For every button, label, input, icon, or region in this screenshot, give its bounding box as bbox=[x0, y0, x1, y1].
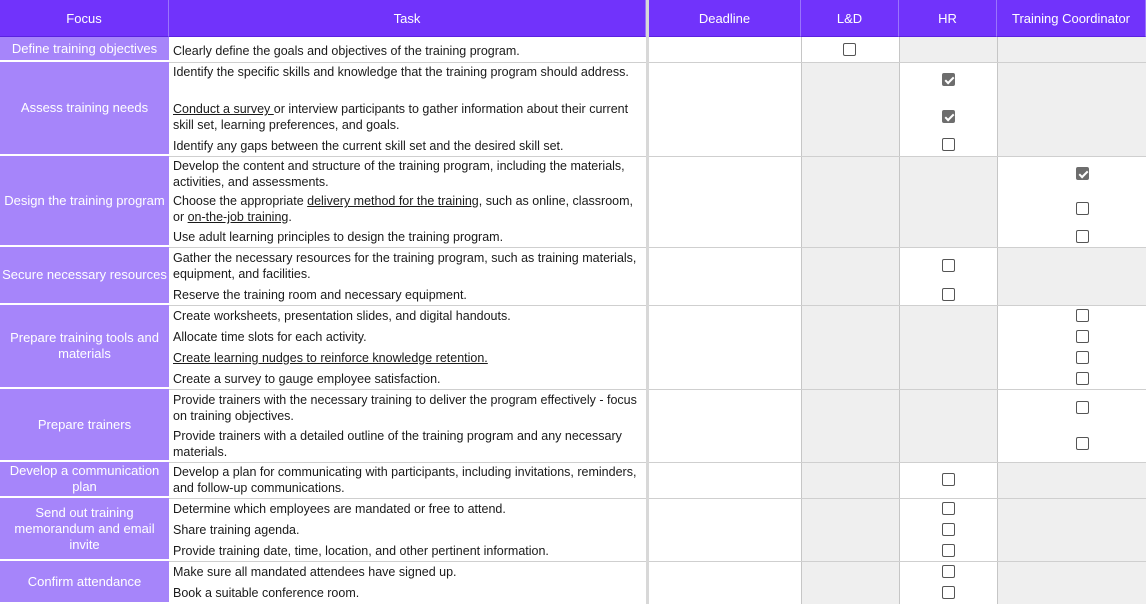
task-text-part: Allocate time slots for each activity. bbox=[173, 330, 367, 344]
task-text bbox=[173, 371, 643, 387]
checkbox-unchecked[interactable] bbox=[942, 586, 955, 599]
task-text-part: Clearly define the goals and objectives of the training program. bbox=[173, 44, 520, 58]
task-text bbox=[173, 350, 643, 366]
checkbox-unchecked[interactable] bbox=[942, 544, 955, 557]
focus-cell: Confirm attendance bbox=[0, 561, 169, 604]
task-text-part: Book a suitable conference room. bbox=[173, 586, 360, 600]
task-link[interactable]: on-the-job training bbox=[187, 210, 289, 224]
task-text bbox=[173, 43, 643, 59]
checkbox-checked[interactable] bbox=[1076, 167, 1089, 180]
task-text bbox=[173, 101, 643, 133]
focus-cell: Assess training needs bbox=[0, 62, 169, 156]
task-text bbox=[173, 564, 643, 580]
task-text-part: Develop a plan for communicating with participants, including invitations, reminders, and follow-up communications. bbox=[173, 465, 637, 495]
task-text bbox=[173, 501, 643, 517]
unassigned-cell bbox=[997, 462, 1146, 498]
unassigned-cell bbox=[801, 462, 899, 498]
task-text bbox=[173, 158, 643, 190]
group-separator bbox=[169, 156, 1146, 157]
checkbox-unchecked[interactable] bbox=[1076, 330, 1089, 343]
unassigned-cell bbox=[899, 37, 997, 62]
checkbox-unchecked[interactable] bbox=[942, 502, 955, 515]
focus-cell: Send out training memorandum and email invite bbox=[0, 498, 169, 561]
task-text-part: Identify any gaps between the current skill set and the desired skill set. bbox=[173, 139, 564, 153]
task-text-part: Provide trainers with a detailed outline of the training program and any necessary materials. bbox=[173, 429, 622, 459]
task-text-part: Gather the necessary resources for the training program, such as training materials, equipment, and facilities. bbox=[173, 251, 637, 281]
task-text bbox=[173, 287, 643, 303]
task-text bbox=[173, 585, 643, 601]
checkbox-unchecked[interactable] bbox=[942, 523, 955, 536]
header-hr: HR bbox=[899, 0, 997, 37]
checkbox-unchecked[interactable] bbox=[942, 259, 955, 272]
task-link[interactable]: Create learning nudges to reinforce knowledge retention. bbox=[173, 351, 488, 365]
unassigned-cell bbox=[997, 62, 1146, 156]
task-text-part: Use adult learning principles to design the training program. bbox=[173, 230, 504, 244]
task-text bbox=[173, 543, 643, 559]
focus-cell: Define training objectives bbox=[0, 37, 169, 62]
task-link[interactable]: delivery method for the training bbox=[307, 194, 479, 208]
unassigned-cell bbox=[899, 389, 997, 462]
header-coordinator: Training Coordinator bbox=[997, 0, 1146, 37]
checkbox-unchecked[interactable] bbox=[843, 43, 856, 56]
group-separator bbox=[169, 389, 1146, 390]
task-text-part: Make sure all mandated attendees have signed up. bbox=[173, 565, 457, 579]
focus-cell: Prepare trainers bbox=[0, 389, 169, 462]
task-text bbox=[173, 138, 643, 154]
task-text bbox=[173, 229, 643, 245]
focus-cell: Develop a communication plan bbox=[0, 462, 169, 498]
task-text-part: Choose the appropriate bbox=[173, 194, 308, 208]
unassigned-cell bbox=[997, 561, 1146, 604]
task-text bbox=[173, 250, 643, 282]
focus-cell: Design the training program bbox=[0, 156, 169, 247]
header-task: Task bbox=[169, 0, 646, 37]
task-text-part: Share training agenda. bbox=[173, 523, 300, 537]
checkbox-unchecked[interactable] bbox=[1076, 372, 1089, 385]
task-text bbox=[173, 64, 643, 80]
group-separator bbox=[169, 462, 1146, 463]
checkbox-unchecked[interactable] bbox=[1076, 230, 1089, 243]
header-focus: Focus bbox=[0, 0, 169, 37]
task-text-part: . bbox=[288, 210, 292, 224]
unassigned-cell bbox=[801, 498, 899, 561]
checkbox-checked[interactable] bbox=[942, 110, 955, 123]
checkbox-unchecked[interactable] bbox=[942, 565, 955, 578]
checkbox-unchecked[interactable] bbox=[942, 288, 955, 301]
header-deadline: Deadline bbox=[649, 0, 801, 37]
task-text-part: Identify the specific skills and knowledge that the training program should address. bbox=[173, 65, 629, 79]
checkbox-unchecked[interactable] bbox=[942, 473, 955, 486]
checkbox-unchecked[interactable] bbox=[1076, 309, 1089, 322]
focus-cell: Secure necessary resources bbox=[0, 247, 169, 305]
task-text-part: Create a survey to gauge employee satisfaction. bbox=[173, 372, 441, 386]
column-divider bbox=[997, 37, 998, 604]
frozen-column-divider bbox=[646, 0, 649, 604]
task-text-part: Provide training date, time, location, and other pertinent information. bbox=[173, 544, 549, 558]
task-text bbox=[173, 464, 643, 496]
task-text-part: Determine which employees are mandated or free to attend. bbox=[173, 502, 506, 516]
group-separator bbox=[169, 305, 1146, 306]
unassigned-cell bbox=[801, 62, 899, 156]
checkbox-checked[interactable] bbox=[942, 73, 955, 86]
checkbox-unchecked[interactable] bbox=[1076, 401, 1089, 414]
group-separator bbox=[169, 498, 1146, 499]
task-text-part: Reserve the training room and necessary equipment. bbox=[173, 288, 467, 302]
task-text bbox=[173, 428, 643, 460]
unassigned-cell bbox=[899, 305, 997, 389]
task-text bbox=[173, 308, 643, 324]
column-divider bbox=[801, 37, 802, 604]
unassigned-cell bbox=[997, 37, 1146, 62]
task-text-part: or interview participants to gather information about their current skill set, learning preferences, and goals. bbox=[173, 102, 629, 132]
task-text bbox=[173, 329, 643, 345]
group-separator bbox=[169, 62, 1146, 63]
group-separator bbox=[169, 561, 1146, 562]
task-text bbox=[173, 522, 643, 538]
task-text bbox=[173, 193, 643, 225]
column-divider bbox=[899, 37, 900, 604]
checkbox-unchecked[interactable] bbox=[1076, 437, 1089, 450]
task-text-part: Develop the content and structure of the training program, including the materials, activities, and assessments. bbox=[173, 159, 625, 189]
unassigned-cell bbox=[801, 389, 899, 462]
task-text-part: Provide trainers with the necessary training to deliver the program effectively - focus on training objectives. bbox=[173, 393, 637, 423]
unassigned-cell bbox=[997, 247, 1146, 305]
checkbox-unchecked[interactable] bbox=[1076, 351, 1089, 364]
group-separator bbox=[169, 247, 1146, 248]
unassigned-cell bbox=[801, 156, 899, 247]
checkbox-unchecked[interactable] bbox=[942, 138, 955, 151]
task-text-part: , such as online, classroom, or bbox=[173, 194, 633, 224]
header-ld: L&D bbox=[801, 0, 899, 37]
checkbox-unchecked[interactable] bbox=[1076, 202, 1089, 215]
task-text bbox=[173, 392, 643, 424]
unassigned-cell bbox=[801, 305, 899, 389]
focus-cell: Prepare training tools and materials bbox=[0, 305, 169, 389]
unassigned-cell bbox=[899, 156, 997, 247]
unassigned-cell bbox=[997, 498, 1146, 561]
task-link[interactable]: Conduct a survey bbox=[173, 102, 274, 116]
task-text-part: Create worksheets, presentation slides, and digital handouts. bbox=[173, 309, 511, 323]
unassigned-cell bbox=[801, 561, 899, 604]
unassigned-cell bbox=[801, 247, 899, 305]
